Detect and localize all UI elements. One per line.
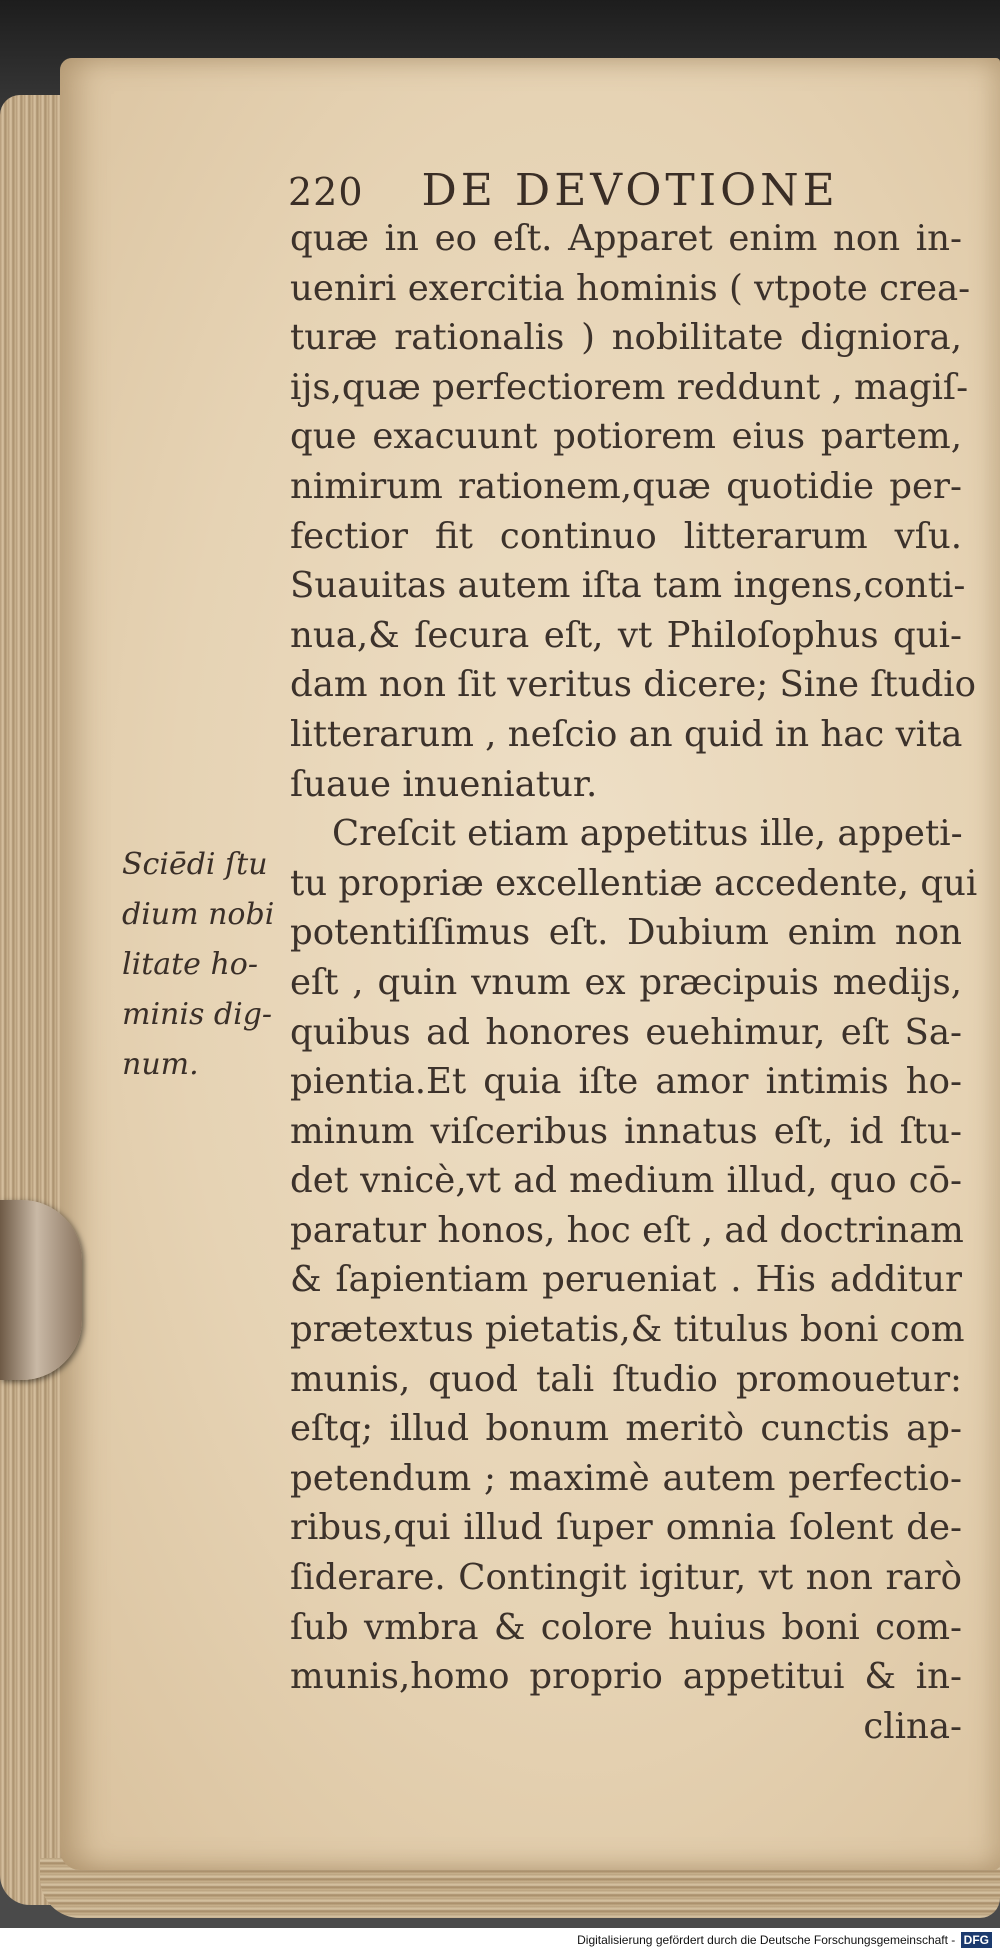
text-line: ueniri exercitia hominis ( vtpote crea- <box>290 267 971 309</box>
text-line: ſub vmbra & colore huius boni com- <box>290 1606 962 1648</box>
text-line: munis,homo proprio appetitui & in- <box>290 1656 962 1698</box>
text-line: Suauitas autem iſta tam ingens,conti- <box>290 565 966 607</box>
marginal-line: Sciēdi ſtu <box>122 847 268 882</box>
footer-credit: Digitalisierung gefördert durch die Deutsche Forschungsgemeinschaft - <box>577 1933 956 1947</box>
text-line: dam non ſit veritus dicere; Sine ſtudio <box>290 664 977 706</box>
running-header <box>288 165 898 215</box>
text-line: fectior fit continuo litterarum vſu. <box>290 515 962 557</box>
text-line: potentiſſimus eſt. Dubium enim non <box>290 912 962 954</box>
text-line: nua,& ſecura eſt, vt Philoſophus qui- <box>290 614 962 656</box>
marginal-note <box>122 840 292 1090</box>
marginal-line: dium nobi <box>122 897 275 932</box>
marginal-line: litate ho- <box>122 947 258 982</box>
text-line: eſt , quin vnum ex præcipuis medijs, <box>290 961 962 1003</box>
main-text <box>290 214 978 1751</box>
text-line: pientia.Et quia iſte amor intimis ho- <box>290 1061 962 1103</box>
running-title: DE DEVOTIONE <box>421 165 839 216</box>
text-line: ribus,qui illud ſuper omnia ſolent de- <box>290 1507 962 1549</box>
text-line: & ſapientiam perueniat . His additur <box>290 1259 962 1301</box>
text-line: eſtq; illud bonum meritò cunctis ap- <box>290 1408 962 1450</box>
text-line: petendum ; maximè autem perfectio- <box>290 1457 962 1499</box>
text-line: paratur honos, hoc eſt , ad doctrinam <box>290 1209 964 1251</box>
book-clasp <box>0 1200 82 1380</box>
catchword: clina- <box>863 1705 962 1747</box>
text-line: litterarum , neſcio an quid in hac vita <box>290 713 963 755</box>
text-line: det vnicè,vt ad medium illud, quo cō- <box>290 1160 962 1202</box>
text-line: ſiderare. Contingit igitur, vt non rarò <box>290 1557 962 1599</box>
text-line: turæ rationalis ) nobilitate digniora, <box>290 317 962 359</box>
marginal-line: num. <box>122 1047 199 1082</box>
text-line: prætextus pietatis,& titulus boni com <box>290 1309 965 1351</box>
text-line: que exacuunt potiorem eius partem, <box>290 416 962 458</box>
dfg-logo: DFG <box>961 1932 992 1948</box>
text-line: minum viſceribus innatus eſt, id ſtu- <box>290 1110 962 1152</box>
marginal-line: minis dig- <box>122 997 273 1032</box>
digitization-footer <box>0 1928 1000 1952</box>
text-line: ſuaue inueniatur. <box>290 763 598 805</box>
text-line: quæ in eo eſt. Apparet enim non in- <box>290 218 962 259</box>
text-line: quibus ad honores euehimur, eſt Sa- <box>290 1011 962 1053</box>
text-line: tu propriæ excellentiæ accedente, qui <box>290 862 978 904</box>
text-line: munis, quod tali ſtudio promouetur: <box>290 1358 962 1400</box>
text-line: nimirum rationem,quæ quotidie per- <box>290 465 962 507</box>
page-number: 220 <box>288 170 364 214</box>
text-line: Creſcit etiam appetitus ille, appeti- <box>332 813 963 855</box>
text-line: ijs,quæ perfectiorem reddunt , magiſ- <box>290 366 969 408</box>
